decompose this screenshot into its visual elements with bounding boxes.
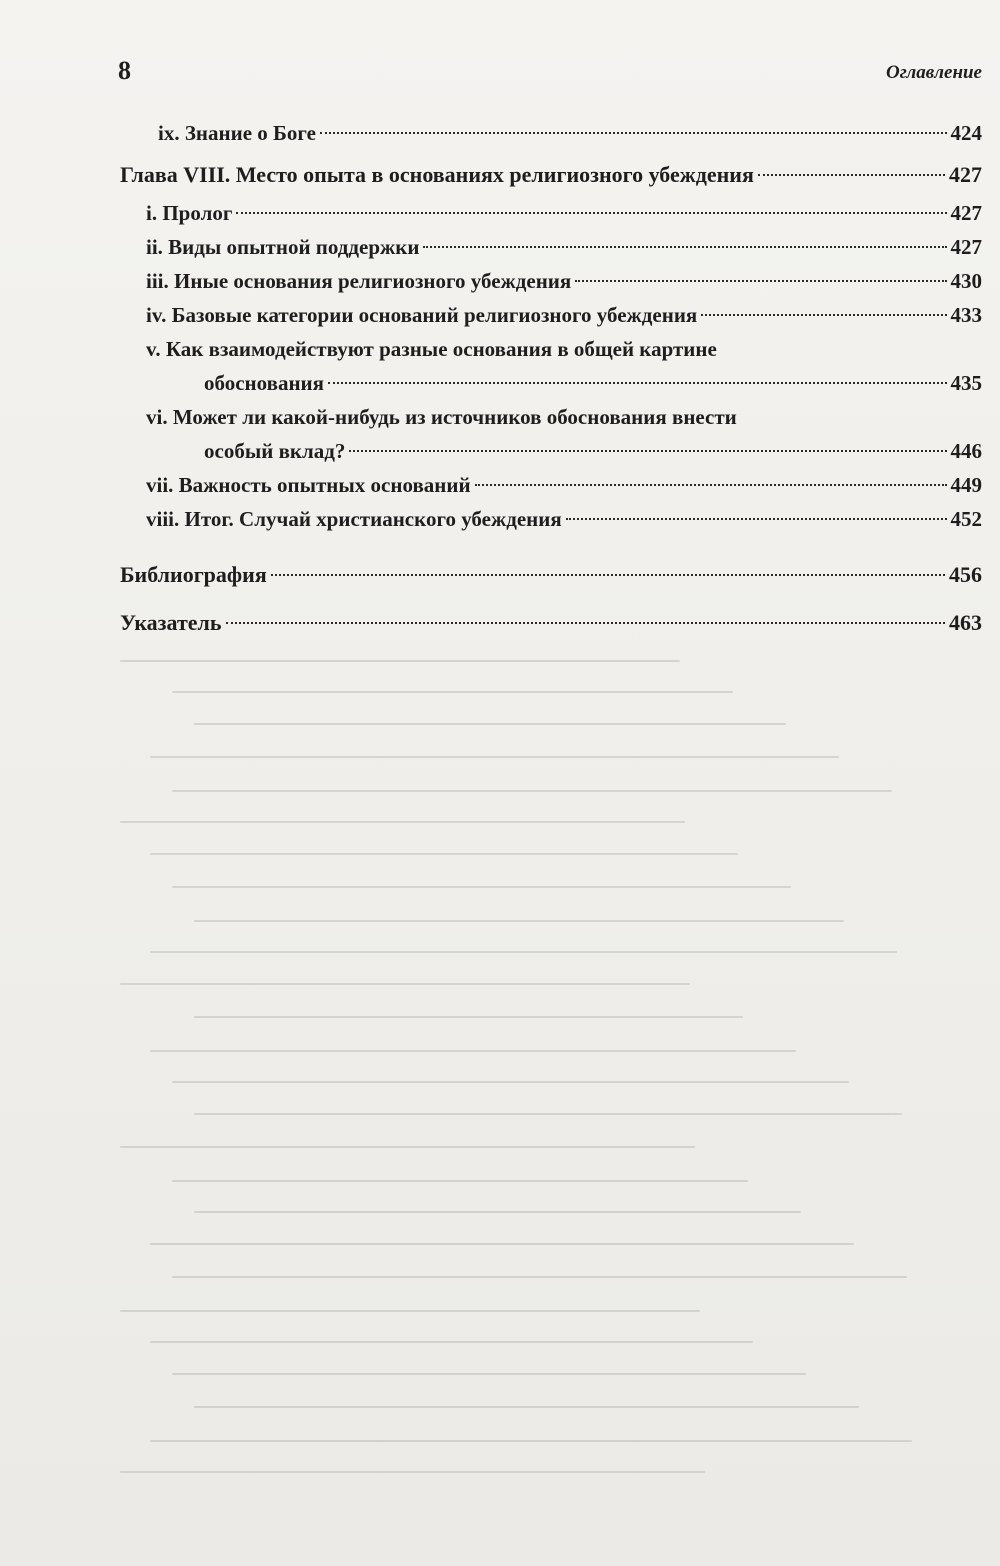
toc-entry-page: 435	[950, 371, 982, 395]
show-through-line	[150, 1243, 854, 1245]
toc-entry-bibliography	[120, 558, 982, 592]
show-through-line	[120, 1310, 700, 1312]
show-through-line	[172, 790, 892, 792]
show-through-line	[172, 691, 733, 693]
toc-entry-title: Глава VIII. Место опыта в основаниях религиозного убеждения	[120, 162, 754, 187]
toc-entry-title: vii. Важность опытных оснований	[146, 473, 471, 497]
show-through-line	[194, 920, 844, 922]
toc-entry-title: ix. Знание о Боге	[158, 121, 317, 145]
toc-entry-multiline	[120, 332, 982, 400]
show-through-line	[120, 983, 690, 985]
dot-leader	[236, 212, 946, 214]
show-through-line	[120, 660, 680, 662]
toc-entry-line2	[146, 366, 982, 400]
toc-entry-page: 427	[950, 201, 982, 225]
dot-leader	[226, 622, 945, 624]
toc-entry-title: viii. Итог. Случай христианского убеждения	[146, 507, 562, 531]
toc-entry-title: ii. Виды опытной поддержки	[146, 235, 420, 259]
toc-entry-page: 456	[949, 562, 982, 587]
show-through-line	[150, 1341, 753, 1343]
show-through-line	[172, 1276, 907, 1278]
toc-entry-page: 430	[950, 269, 982, 293]
show-through-line	[120, 821, 685, 823]
dot-leader	[271, 574, 945, 576]
toc-entry-title: iii. Иные основания религиозного убеждения	[146, 269, 572, 293]
toc-entry	[120, 230, 982, 264]
toc-entry-chapter	[120, 158, 982, 192]
dot-leader	[349, 450, 946, 452]
toc-entry-title-line2: обоснования	[204, 371, 325, 395]
dot-leader	[566, 518, 947, 520]
toc-entry-title-line2: особый вклад?	[204, 439, 346, 463]
toc-entry-page: 452	[950, 507, 982, 531]
toc-entry	[120, 298, 982, 332]
toc-entry-title-line1: v. Как взаимодействуют разные основания в общей картине	[146, 337, 717, 361]
show-through-line	[194, 1406, 859, 1408]
toc-entry	[120, 502, 982, 536]
show-through-line	[194, 1016, 743, 1018]
toc-entry-title: Библиография	[120, 562, 267, 587]
toc-entry	[120, 468, 982, 502]
show-through-line	[150, 1440, 912, 1442]
toc-entry-index	[120, 606, 982, 640]
toc-entry-title: Указатель	[120, 610, 222, 635]
show-through-line	[172, 886, 791, 888]
page-header	[118, 56, 982, 90]
toc-entry	[120, 264, 982, 298]
toc-entry	[120, 116, 982, 150]
running-head: Оглавление	[886, 62, 982, 83]
show-through-text	[120, 640, 980, 1520]
show-through-line	[120, 1471, 705, 1473]
show-through-line	[150, 1050, 796, 1052]
show-through-line	[172, 1081, 849, 1083]
show-through-line	[194, 1113, 902, 1115]
dot-leader	[320, 132, 946, 134]
show-through-line	[150, 756, 839, 758]
toc-entry-page: 424	[950, 121, 982, 145]
show-through-line	[120, 1146, 695, 1148]
table-of-contents	[120, 116, 982, 640]
toc-entry-title: iv. Базовые категории оснований религиозного убеждения	[146, 303, 698, 327]
dot-leader	[423, 246, 946, 248]
toc-entry-title-line1: vi. Может ли какой-нибудь из источников обоснования внести	[146, 405, 737, 429]
toc-entry-page: 449	[950, 473, 982, 497]
toc-entry-page: 433	[950, 303, 982, 327]
show-through-line	[150, 853, 738, 855]
toc-entry-page: 427	[949, 162, 982, 187]
dot-leader	[701, 314, 946, 316]
dot-leader	[475, 484, 947, 486]
toc-entry-title: i. Пролог	[146, 201, 233, 225]
toc-entry-page: 446	[950, 439, 982, 463]
show-through-line	[194, 723, 786, 725]
dot-leader	[575, 280, 946, 282]
page-number: 8	[118, 56, 131, 85]
toc-entry-multiline	[120, 400, 982, 468]
toc-entry-line2	[146, 434, 982, 468]
toc-entry	[120, 196, 982, 230]
show-through-line	[172, 1373, 806, 1375]
show-through-line	[194, 1211, 801, 1213]
dot-leader	[328, 382, 946, 384]
toc-entry-page: 463	[949, 610, 982, 635]
show-through-line	[172, 1180, 748, 1182]
toc-entry-page: 427	[950, 235, 982, 259]
show-through-line	[150, 951, 897, 953]
dot-leader	[758, 174, 945, 176]
